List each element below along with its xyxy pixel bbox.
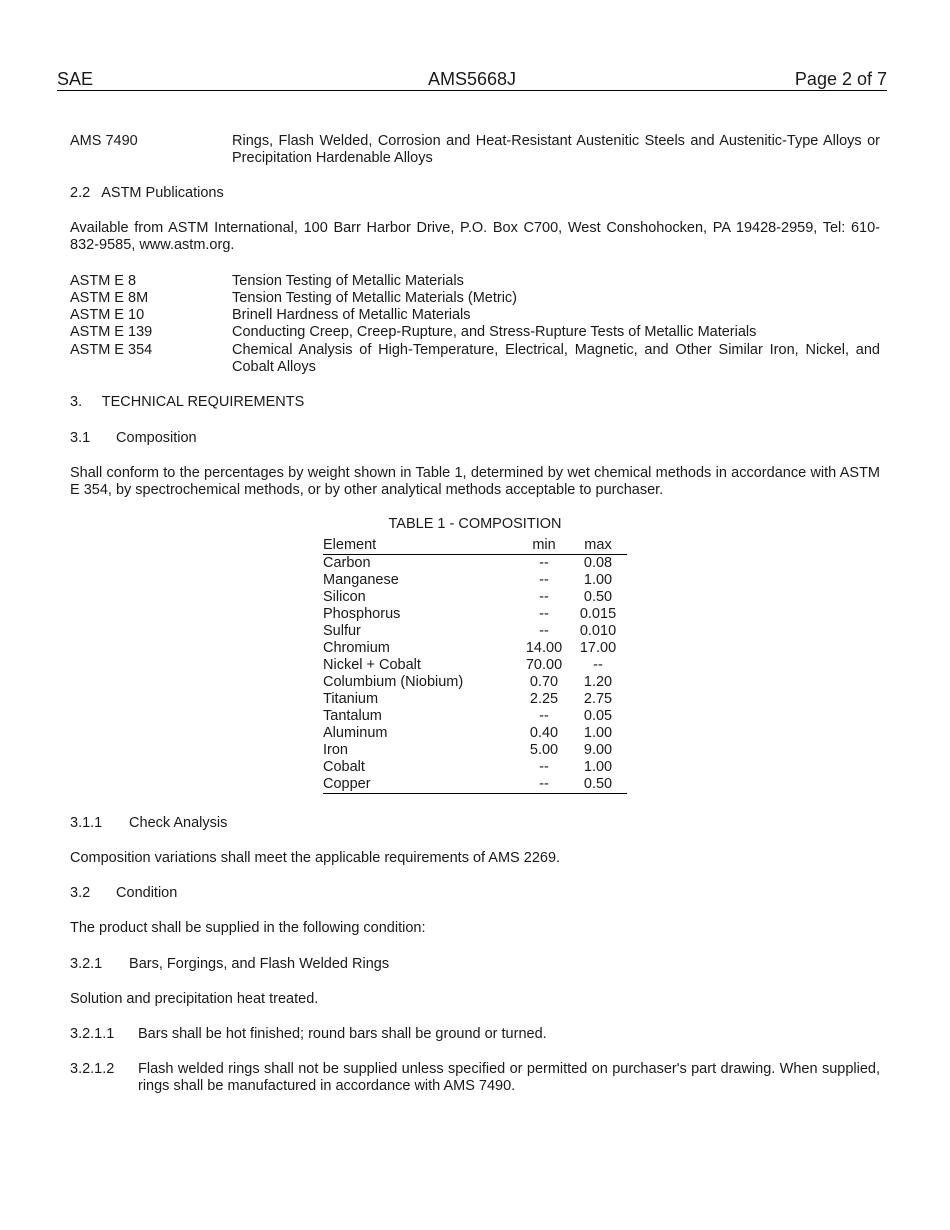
table-row (323, 725, 627, 742)
reference-code: ASTM E 139 (70, 324, 153, 340)
min-cell: 0.40 (529, 725, 559, 741)
max-cell: 9.00 (583, 742, 613, 758)
table-row (323, 691, 627, 708)
element-cell: Cobalt (323, 759, 365, 775)
heat-treatment-text: Solution and precipitation heat treated. (70, 991, 319, 1007)
table-row (323, 555, 627, 573)
section-title: ASTM Publications (101, 185, 224, 201)
composition-text: Shall conform to the percentages by weight shown in Table 1, determined by wet chemical methods in accordance with ASTM E 354, by spectrochemical methods, or by other analytical methods acceptable to purchaser. (70, 465, 880, 498)
min-cell: -- (539, 589, 549, 605)
min-cell: -- (539, 759, 549, 775)
max-cell: 0.015 (579, 606, 617, 622)
max-cell: 1.00 (583, 572, 613, 588)
table-row (323, 708, 627, 725)
table-row (323, 623, 627, 640)
element-cell: Columbium (Niobium) (323, 674, 464, 690)
element-cell: Aluminum (323, 725, 388, 741)
element-cell: Sulfur (323, 623, 361, 639)
section-title: Composition (116, 430, 197, 446)
min-cell: -- (539, 555, 549, 571)
max-cell: 1.00 (583, 725, 613, 741)
item-text: Bars shall be hot finished; round bars shall be ground or turned. (138, 1026, 547, 1042)
header-page-number: Page 2 of 7 (794, 69, 887, 89)
max-cell: 0.05 (583, 708, 613, 724)
section-number: 3.2.1 (70, 956, 103, 972)
max-cell: -- (593, 657, 603, 673)
section-number: 2.2 (70, 185, 91, 201)
element-cell: Silicon (323, 589, 366, 605)
reference-code: ASTM E 10 (70, 307, 145, 323)
item-text: Flash welded rings shall not be supplied unless specified or permitted on purchaser's part drawing. When supplied, rings shall be manufactured in accordance with AMS 7490. (138, 1061, 880, 1094)
min-cell: 5.00 (529, 742, 559, 758)
section-title: Check Analysis (129, 815, 228, 831)
check-analysis-text: Composition variations shall meet the applicable requirements of AMS 2269. (70, 850, 561, 866)
max-cell: 0.08 (583, 555, 613, 571)
section-title: Condition (116, 885, 178, 901)
max-cell: 0.50 (569, 776, 627, 794)
reference-description: Rings, Flash Welded, Corrosion and Heat-Resistant Austenitic Steels and Austenitic-Type Alloys or Precipitation Hardenable Alloys (232, 133, 880, 166)
table-row (323, 776, 627, 794)
section-number: 3.2 (70, 885, 91, 901)
table-row (323, 640, 627, 657)
astm-availability-text: Available from ASTM International, 100 Barr Harbor Drive, P.O. Box C700, West Conshohocken, PA 19428-2959, Tel: 610-832-9585, www.astm.org. (70, 220, 880, 253)
element-cell: Iron (323, 742, 348, 758)
section-title: TECHNICAL REQUIREMENTS (101, 394, 305, 410)
header-org: SAE (57, 69, 94, 89)
min-cell: -- (539, 606, 549, 622)
table-title: TABLE 1 - COMPOSITION (388, 516, 562, 532)
max-cell: 0.010 (579, 623, 617, 639)
reference-code: ASTM E 8M (70, 290, 149, 306)
section-3-heading (70, 394, 304, 411)
reference-ams7490 (70, 133, 880, 169)
table-row (323, 572, 627, 589)
element-cell: Nickel + Cobalt (323, 657, 421, 673)
section-3-2-1-heading (70, 956, 389, 973)
table-row (323, 742, 627, 759)
element-cell: Chromium (323, 640, 390, 656)
max-cell: 1.20 (583, 674, 613, 690)
min-cell: 14.00 (525, 640, 563, 656)
min-cell: -- (519, 776, 569, 794)
item-number: 3.2.1.1 (70, 1026, 115, 1042)
header-doc-number: AMS5668J (427, 69, 517, 89)
table-row (323, 657, 627, 674)
section-3-2-heading (70, 885, 177, 902)
section-number: 3.1.1 (70, 815, 103, 831)
section-title: Bars, Forgings, and Flash Welded Rings (129, 956, 390, 972)
reference-code: AMS 7490 (70, 133, 138, 149)
reference-description: Brinell Hardness of Metallic Materials (232, 307, 471, 323)
min-cell: -- (539, 708, 549, 724)
section-3-1-1-heading (70, 815, 227, 832)
condition-text: The product shall be supplied in the following condition: (70, 920, 426, 936)
reference-description: Tension Testing of Metallic Materials (Metric) (232, 290, 517, 306)
min-cell: 70.00 (525, 657, 563, 673)
reference-description: Tension Testing of Metallic Materials (232, 273, 464, 289)
min-cell: -- (539, 623, 549, 639)
table-row (323, 759, 627, 776)
reference-code: ASTM E 354 (70, 342, 153, 358)
table-row (323, 674, 627, 691)
max-cell: 2.75 (583, 691, 613, 707)
reference-description: Conducting Creep, Creep-Rupture, and Stress-Rupture Tests of Metallic Materials (232, 324, 757, 340)
element-cell: Titanium (323, 691, 379, 707)
element-cell: Tantalum (323, 708, 382, 724)
min-cell: 2.25 (529, 691, 559, 707)
section-number: 3.1 (70, 430, 91, 446)
page-header (57, 70, 887, 91)
section-3-1-heading (70, 430, 197, 447)
column-header-min: min (519, 537, 569, 555)
composition-table (323, 537, 627, 794)
reference-description: Chemical Analysis of High-Temperature, Electrical, Magnetic, and Other Similar Iron, Nickel, and Cobalt Alloys (232, 342, 880, 375)
element-cell: Phosphorus (323, 606, 401, 622)
table-header-row (323, 537, 627, 555)
max-cell: 0.50 (583, 589, 613, 605)
min-cell: -- (539, 572, 549, 588)
table-row (323, 589, 627, 606)
element-cell: Manganese (323, 572, 399, 588)
item-number: 3.2.1.2 (70, 1061, 115, 1077)
max-cell: 1.00 (583, 759, 613, 775)
column-header-max: max (569, 537, 627, 555)
element-cell: Copper (323, 776, 519, 794)
table-row (323, 606, 627, 623)
column-header-element: Element (323, 537, 519, 555)
reference-code: ASTM E 8 (70, 273, 137, 289)
max-cell: 17.00 (579, 640, 617, 656)
min-cell: 0.70 (529, 674, 559, 690)
section-number: 3. (70, 394, 83, 410)
element-cell: Carbon (323, 555, 371, 571)
section-2-2-heading (70, 185, 224, 202)
